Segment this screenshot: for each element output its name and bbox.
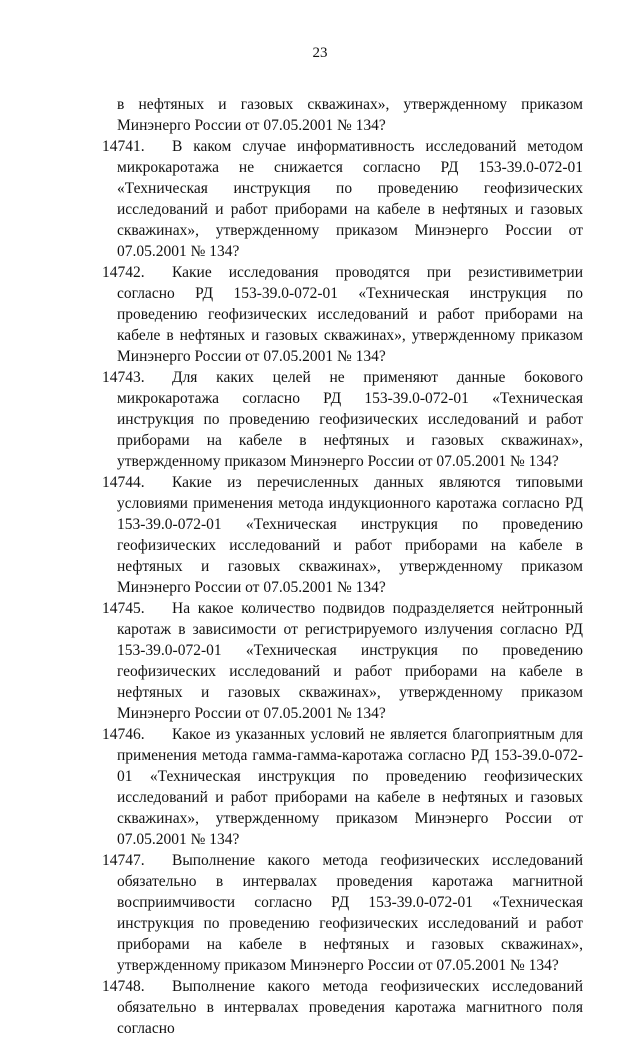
question-text: Какие исследования проводятся при резистивиметрии согласно РД 153-39.0-072-01 «Техническая инструкция по проведению геофизических исследований и работ приборами на кабеле в нефтяных и газовых скважинах», утвержденному приказом Минэнерго России от 07.05.2001 № 134? [117,264,583,365]
question-text: Какие из перечисленных данных являются типовыми условиями применения метода индукционного каротажа согласно РД 153-39.0-072-01 «Техническая инструкция по проведению геофизических исследований и работ приборами на кабеле в нефтяных и газовых скважинах», утвержденному приказом Минэнерго России от 07.05.2001 № 134? [117,474,583,596]
question-item-14741 [102,136,583,262]
question-item-14748 [102,976,583,1039]
question-text: Какое из указанных условий не является благоприятным для применения метода гамма-гамма-каротажа согласно РД 153-39.0-072-01 «Техническая инструкция по проведению геофизических исследований и работ приборами на кабеле в нефтяных и газовых скважинах», утвержденному приказом Минэнерго России от 07.05.2001 № 134? [117,726,583,848]
question-item-14746 [102,724,583,850]
question-text: Выполнение какого метода геофизических исследований обязательно в интервалах проведения каротажа магнитной восприимчивости согласно РД 153-39.0-072-01 «Техническая инструкция по проведению геофизических исследований и работ приборами на кабеле в нефтяных и газовых скважинах», утвержденному приказом Минэнерго России от 07.05.2001 № 134? [117,852,583,974]
question-number: 14742. [102,264,145,281]
question-number: 14743. [102,369,145,386]
question-number: 14748. [102,978,145,995]
page-number: 23 [312,45,328,61]
question-text: Выполнение какого метода геофизических исследований обязательно в интервалах проведения каротажа магнитного поля согласно [117,978,583,1037]
question-item-14744 [102,472,583,598]
question-item-14743 [102,367,583,472]
question-text: На какое количество подвидов подразделяется нейтронный каротаж в зависимости от регистрируемого излучения согласно РД 153-39.0-072-01 «Техническая инструкция по проведению геофизических исследований и работ приборами на кабеле в нефтяных и газовых скважинах», утвержденному приказом Минэнерго России от 07.05.2001 № 134? [117,600,583,722]
page-content [102,94,583,1039]
question-number: 14741. [102,138,145,155]
question-number: 14744. [102,474,145,491]
question-text: В каком случае информативность исследований методом микрокаротажа не снижается согласно РД 153-39.0-072-01 «Техническая инструкция по проведению геофизических исследований и работ приборами на кабеле в нефтяных и газовых скважинах», утвержденному приказом Минэнерго России от 07.05.2001 № 134? [117,138,583,260]
question-number: 14747. [102,852,145,869]
question-item-14742 [102,262,583,367]
question-text: Для каких целей не применяют данные бокового микрокаротажа согласно РД 153-39.0-072-01 «Техническая инструкция по проведению геофизических исследований и работ приборами на кабеле в нефтяных и газовых скважинах», утвержденному приказом Минэнерго России от 07.05.2001 № 134? [117,369,583,470]
question-item-14745 [102,598,583,724]
question-number: 14746. [102,726,145,743]
continued-paragraph: в нефтяных и газовых скважинах», утвержденному приказом Минэнерго России от 07.05.2001 № 134? [117,96,583,134]
question-item-14747 [102,850,583,976]
question-number: 14745. [102,600,145,617]
